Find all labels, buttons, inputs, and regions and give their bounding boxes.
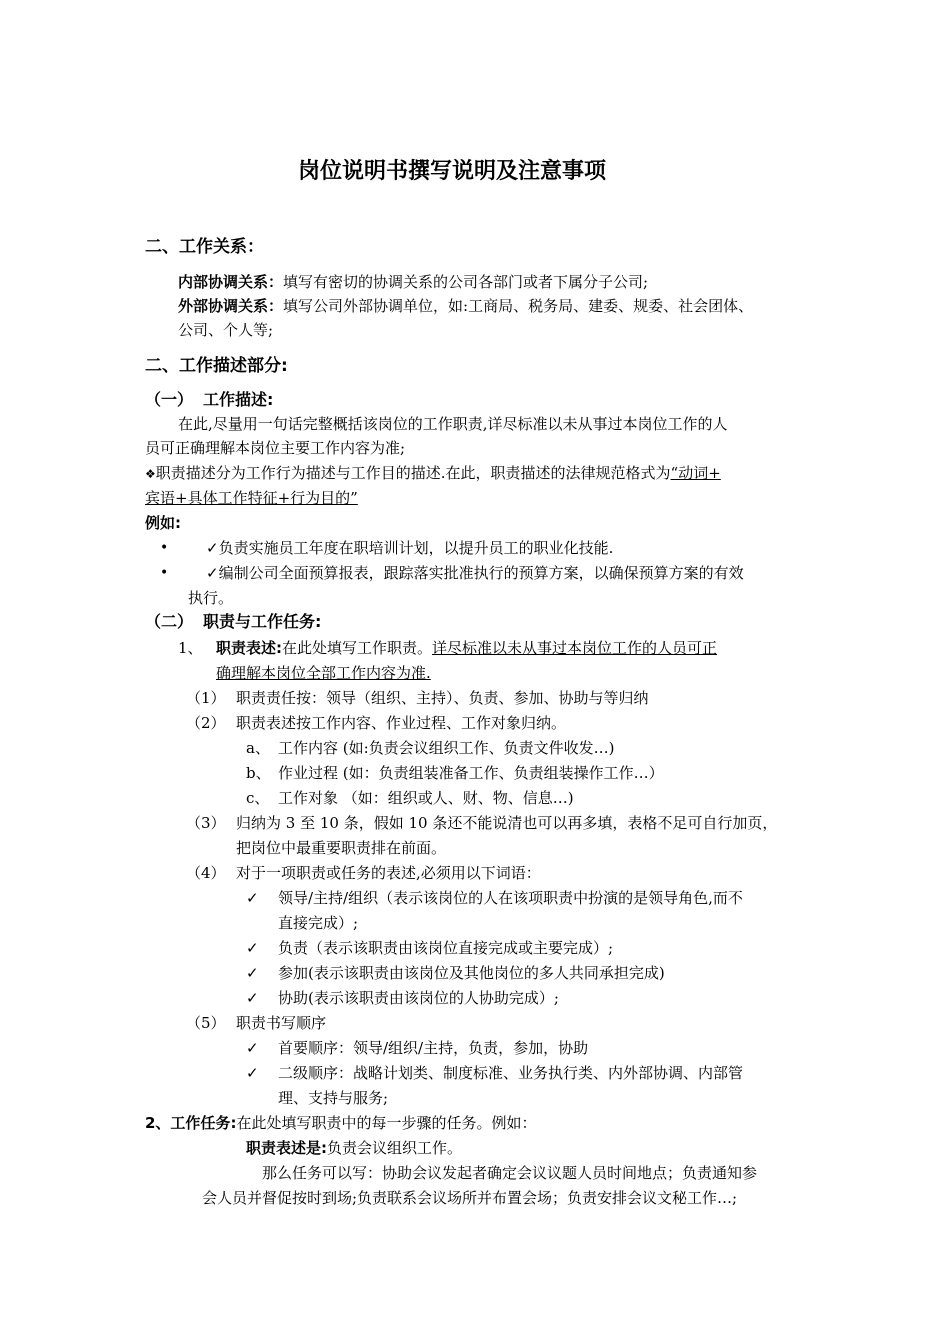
point-2-text: 职责表述按工作内容、作业过程、工作对象归纳。 xyxy=(236,714,567,732)
item-2-example-text: 负责会议组织工作。 xyxy=(327,1139,463,1157)
word-responsible: 负责（表示该职责由该岗位直接完成或主要完成）; xyxy=(278,939,614,957)
task-example-line-1: 那么任务可以写：协助会议发起者确定会议议题人员时间地点；负责通知参 xyxy=(262,1164,758,1182)
example-item-2 xyxy=(206,563,744,583)
format-rule-text: 职责描述分为工作行为描述与工作目的描述.在此，职责描述的法律规范格式为 xyxy=(155,464,671,482)
point-4-text: 对于一项职责或任务的表述,必须用以下词语： xyxy=(236,864,541,882)
sub-c-number: c、 xyxy=(246,789,270,807)
word-lead-line-2: 直接完成）; xyxy=(278,914,359,932)
subsection-1-title: 工作描述: xyxy=(203,390,274,409)
order-primary: 首要顺序：领导/组织/主持，负责，参加，协助 xyxy=(278,1039,589,1057)
item-1-underlined: 详尽标准以未从事过本岗位工作的人员可正 xyxy=(432,639,718,657)
example-item-1 xyxy=(206,538,613,558)
description-paragraph-line-2: 员可正确理解本岗位主要工作内容为准; xyxy=(145,439,406,457)
item-1-line-1 xyxy=(216,638,717,658)
example-label: 例如: xyxy=(145,514,181,532)
item-2-text: 在此处填写职责中的每一步骤的任务。例如： xyxy=(236,1114,537,1132)
point-3-number: （3） xyxy=(186,814,226,832)
sub-b-number: b、 xyxy=(246,764,271,782)
item-2-label: 2、工作任务: xyxy=(145,1114,237,1132)
point-3-text-line-2: 把岗位中最重要职责排在前面。 xyxy=(236,839,447,857)
example-item-1-text: 负责实施员工年度在职培训计划，以提升员工的职业化技能. xyxy=(218,539,614,557)
word-lead-line-1: 领导/主持/组织（表示该岗位的人在该项职责中扮演的是领导角色,而不 xyxy=(278,889,743,907)
section-heading-work-relations: 二、工作关系： xyxy=(145,237,264,257)
format-rule-line-2: 宾语+具体工作特征+行为目的” xyxy=(145,489,358,507)
check-icon: ✓ xyxy=(246,1039,259,1057)
point-5-text: 职责书写顺序 xyxy=(236,1014,327,1032)
point-5-number: （5） xyxy=(186,1014,226,1032)
internal-relations-line xyxy=(178,272,648,292)
bullet-icon: • xyxy=(160,540,169,556)
subsection-2-heading xyxy=(145,611,321,633)
point-4-number: （4） xyxy=(186,864,226,882)
task-example-line-2: 会人员并督促按时到场;负责联系会议场所并布置会场；负责安排会议文秘工作…; xyxy=(202,1189,738,1207)
point-1-number: （1） xyxy=(186,689,226,707)
order-secondary-line-2: 理、支持与服务; xyxy=(278,1089,389,1107)
example-item-2-cont: 执行。 xyxy=(188,589,234,607)
external-relations-line xyxy=(178,296,753,316)
point-1-text: 职责责任按：领导（组织、主持）、负责、参加、协助与等归纳 xyxy=(236,689,649,707)
internal-relations-label: 内部协调关系： xyxy=(178,273,284,291)
check-icon: ✓ xyxy=(246,939,259,957)
check-icon: ✓ xyxy=(246,989,259,1007)
order-secondary-line-1: 二级顺序：战略计划类、制度标准、业务执行类、内外部协调、内部管 xyxy=(278,1064,744,1082)
external-relations-text: 填写公司外部协调单位，如:工商局、税务局、建委、规委、社会团体、 xyxy=(283,297,754,315)
check-icon: ✓ xyxy=(246,964,259,982)
point-2-number: （2） xyxy=(186,714,226,732)
external-relations-text-cont: 公司、个人等; xyxy=(178,321,274,339)
point-3-text-line-1: 归纳为 3 至 10 条，假如 10 条还不能说清也可以再多填，表格不足可自行加页， xyxy=(236,814,778,832)
item-1-line-2: 确理解本岗位全部工作内容为准. xyxy=(216,664,431,682)
section-heading-work-description: 二、工作描述部分: xyxy=(145,356,288,376)
sub-a-text: 工作内容 (如:负责会议组织工作、负责文件收发…) xyxy=(278,739,615,757)
item-2-example xyxy=(246,1138,462,1158)
bullet-icon: • xyxy=(160,565,169,581)
diamond-bullet-icon: ❖ xyxy=(145,467,156,481)
external-relations-label: 外部协调关系： xyxy=(178,297,284,315)
word-participate: 参加(表示该职责由该岗位及其他岗位的多人共同承担完成) xyxy=(278,964,665,982)
sub-b-text: 作业过程 (如：负责组装准备工作、负责组装操作工作…） xyxy=(278,764,664,782)
example-item-2-text: 编制公司全面预算报表，跟踪落实批准执行的预算方案，以确保预算方案的有效 xyxy=(218,564,744,582)
subsection-2-number: （二） xyxy=(145,612,194,631)
item-1-text: 在此处填写工作职责。 xyxy=(282,639,433,657)
check-icon: ✓ xyxy=(206,539,219,557)
check-icon: ✓ xyxy=(246,1064,259,1082)
format-rule-line-1 xyxy=(145,463,721,484)
description-paragraph-line-1: 在此,尽量用一句话完整概括该岗位的工作职责,详尽标准以未从事过本岗位工作的人 xyxy=(178,415,728,433)
subsection-1-number: （一） xyxy=(145,390,194,409)
word-assist: 协助(表示该职责由该岗位的人协助完成）; xyxy=(278,989,559,1007)
format-rule-underlined: “动词+ xyxy=(670,464,721,482)
sub-c-text: 工作对象 （如：组织或人、财、物、信息…) xyxy=(278,789,574,807)
check-icon: ✓ xyxy=(246,889,259,907)
subsection-2-title: 职责与工作任务: xyxy=(203,612,322,631)
item-1-number: 1、 xyxy=(178,639,203,657)
item-2-line xyxy=(145,1113,536,1133)
internal-relations-text: 填写有密切的协调关系的公司各部门或者下属分子公司; xyxy=(283,273,649,291)
item-2-example-label: 职责表述是: xyxy=(246,1139,327,1157)
item-1-label: 职责表述: xyxy=(216,639,282,657)
check-icon: ✓ xyxy=(206,564,219,582)
sub-a-number: a、 xyxy=(246,739,270,757)
document-title: 岗位说明书撰写说明及注意事项 xyxy=(298,159,607,184)
subsection-1-heading xyxy=(145,389,273,411)
